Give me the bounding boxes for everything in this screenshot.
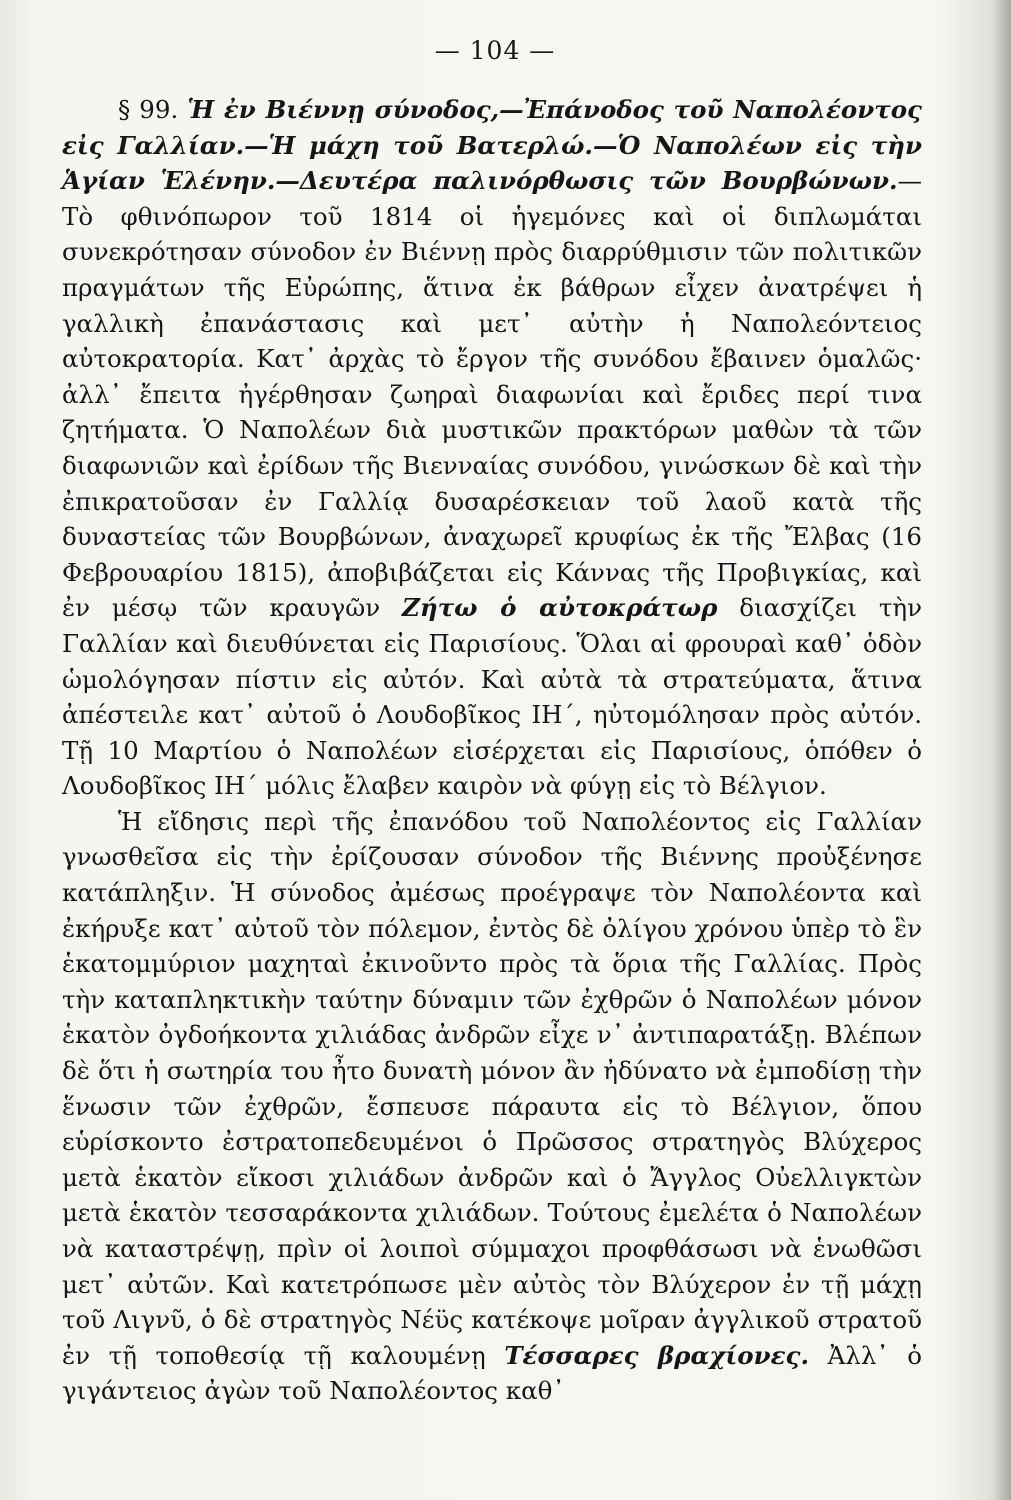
paragraph-body: Τὸ φθινόπωρον τοῦ 1814 οἱ ἡγεμόνες καὶ οἱ διπλωμάται συνεκρότησαν σύνοδον ἐν Βιέννῃ πρὸς διαρρύθμισιν τῶν πολιτικῶν πραγμάτων τῆς Εὐρώπης, ἅτινα ἐκ βάθρων εἶχεν ἀνατρέψει ἡ γαλλικὴ ἐπανάστασις καὶ μετ᾽ αὐτὴν ἡ Ναπολεόντειος αὐτοκρατορία. Κατ᾽ ἀρχὰς τὸ ἔργον τῆς συνόδου ἔβαινεν ὁμαλῶς· ἀλλ᾽ ἔπειτα ἠγέρθησαν ζωηραὶ διαφωνίαι καὶ ἔριδες περί τινα ζητήματα. Ὁ Ναπολέων διὰ μυστικῶν πρακτόρων μαθὼν τὰ τῶν διαφωνιῶν καὶ ἐρίδων τῆς Βιενναίας συνόδου, γινώσκων δὲ καὶ τὴν ἐπικρατοῦσαν ἐν Γαλλίᾳ δυσαρέσκειαν τοῦ λαοῦ κατὰ τῆς δυναστείας τῶν Βουρβώνων, ἀναχωρεῖ κρυφίως ἐκ τῆς Ἔλβας (16 Φεβρουαρίου 1815), ἀποβιβάζεται εἰς Κάννας τῆς Προβιγκίας, καὶ ἐν μέσῳ τῶν κραυγῶν (62, 201, 922, 623)
emphasis-text: Ζήτω ὁ αὐτοκράτωρ (402, 593, 718, 623)
paragraph-body: Ἀλλ᾽ ὁ γιγάντειος ἀγὼν τοῦ Ναπολέοντος καθ᾽ (62, 1340, 922, 1406)
section-heading: Ἡ ἐν Βιέννῃ σύνοδος,—Ἐπάνοδος τοῦ Ναπολέοντος εἰς Γαλλίαν.—Ἡ μάχη τοῦ Βατερλώ.—Ὁ Ναπολέων εἰς τὴν Ἁγίαν Ἑλένην.—Δευτέρα παλινόρθωσις τῶν Βουρβώνων. (62, 95, 922, 196)
page-edge-shadow (993, 0, 1011, 1500)
paragraph-body: Ἡ εἴδησις περὶ τῆς ἐπανόδου τοῦ Ναπολέοντος εἰς Γαλλίαν γνωσθεῖσα εἰς τὴν ἐρίζουσαν σύνοδον τῆς Βιέννης προὐξένησε κατάπληξιν. Ἡ σύνοδος ἀμέσως προέγραψε τὸν Ναπολέοντα καὶ ἐκήρυξε κατ᾽ αὐτοῦ τὸν πόλεμον, ἐντὸς δὲ ὀλίγου χρόνου ὑπὲρ τὸ ἓν ἑκατομμύριον μαχηταὶ ἐκινοῦντο πρὸς τὰ ὅρια τῆς Γαλλίας. Πρὸς τὴν καταπληκτικὴν ταύτην δύναμιν τῶν ἐχθρῶν ὁ Ναπολέων μόνον ἑκατὸν ὀγδοήκοντα χιλιάδας ἀνδρῶν εἶχε ν᾽ ἀντιπαρατάξῃ. Βλέπων δὲ ὅτι ἡ σωτηρία του ἦτο δυνατὴ μόνον ἂν ἠδύνατο νὰ ἐμποδίσῃ τὴν ἕνωσιν τῶν ἐχθρῶν, ἔσπευσε πάραυτα εἰς τὸ Βέλγιον, ὅπου εὑρίσκοντο ἐστρατοπεδευμένοι ὁ Πρῶσσος στρατηγὸς Βλύχερος μετὰ ἑκατὸν εἴκοσι χιλιάδων ἀνδρῶν καὶ ὁ Ἄγγλος Οὐελλιγκτὼν μετὰ ἑκατὸν τεσσαράκοντα χιλιάδων. Τούτους ἐμελέτα ὁ Ναπολέων νὰ καταστρέψῃ, πρὶν οἱ λοιποὶ σύμμαχοι προφθάσωσι νὰ ἑνωθῶσι μετ᾽ αὐτῶν. Καὶ κατετρόπωσε μὲν αὐτὸς τὸν Βλύχερον ἐν τῇ μάχῃ τοῦ Λιγνῦ, ὁ δὲ στρατηγὸς Νέϋς κατέκοψε μοῖραν ἀγγλικοῦ στρατοῦ ἐν τῇ τοποθεσίᾳ τῇ καλουμένῃ (62, 806, 922, 1370)
paragraph-section-99 (62, 92, 922, 804)
paragraph-body: διασχίζει τὴν Γαλλίαν καὶ διευθύνεται εἰς Παρισίους. Ὅλαι αἱ φρουραὶ καθ᾽ ὁδὸν ὡμολόγησαν πίστιν εἰς αὐτόν. Καὶ αὐτὰ τὰ στρατεύματα, ἅτινα ἀπέστειλε κατ᾽ αὐτοῦ ὁ Λουδοβῖκος ΙΗ΄, ηὐτομόλησαν πρὸς αὐτόν. Τῇ 10 Μαρτίου ὁ Ναπολέων εἰσέρχεται εἰς Παρισίους, ὁπόθεν ὁ Λουδοβῖκος ΙΗ΄ μόλις ἔλαβεν καιρὸν νὰ φύγῃ εἰς τὸ Βέλγιον. (62, 593, 922, 801)
text-block (62, 92, 922, 1409)
heading-dash: — (897, 166, 922, 196)
emphasis-text: Τέσσαρες βραχίονες. (504, 1340, 809, 1370)
paragraph-second (62, 804, 922, 1409)
page-number: — 104 — (434, 36, 556, 65)
section-mark: § 99. (118, 95, 179, 124)
